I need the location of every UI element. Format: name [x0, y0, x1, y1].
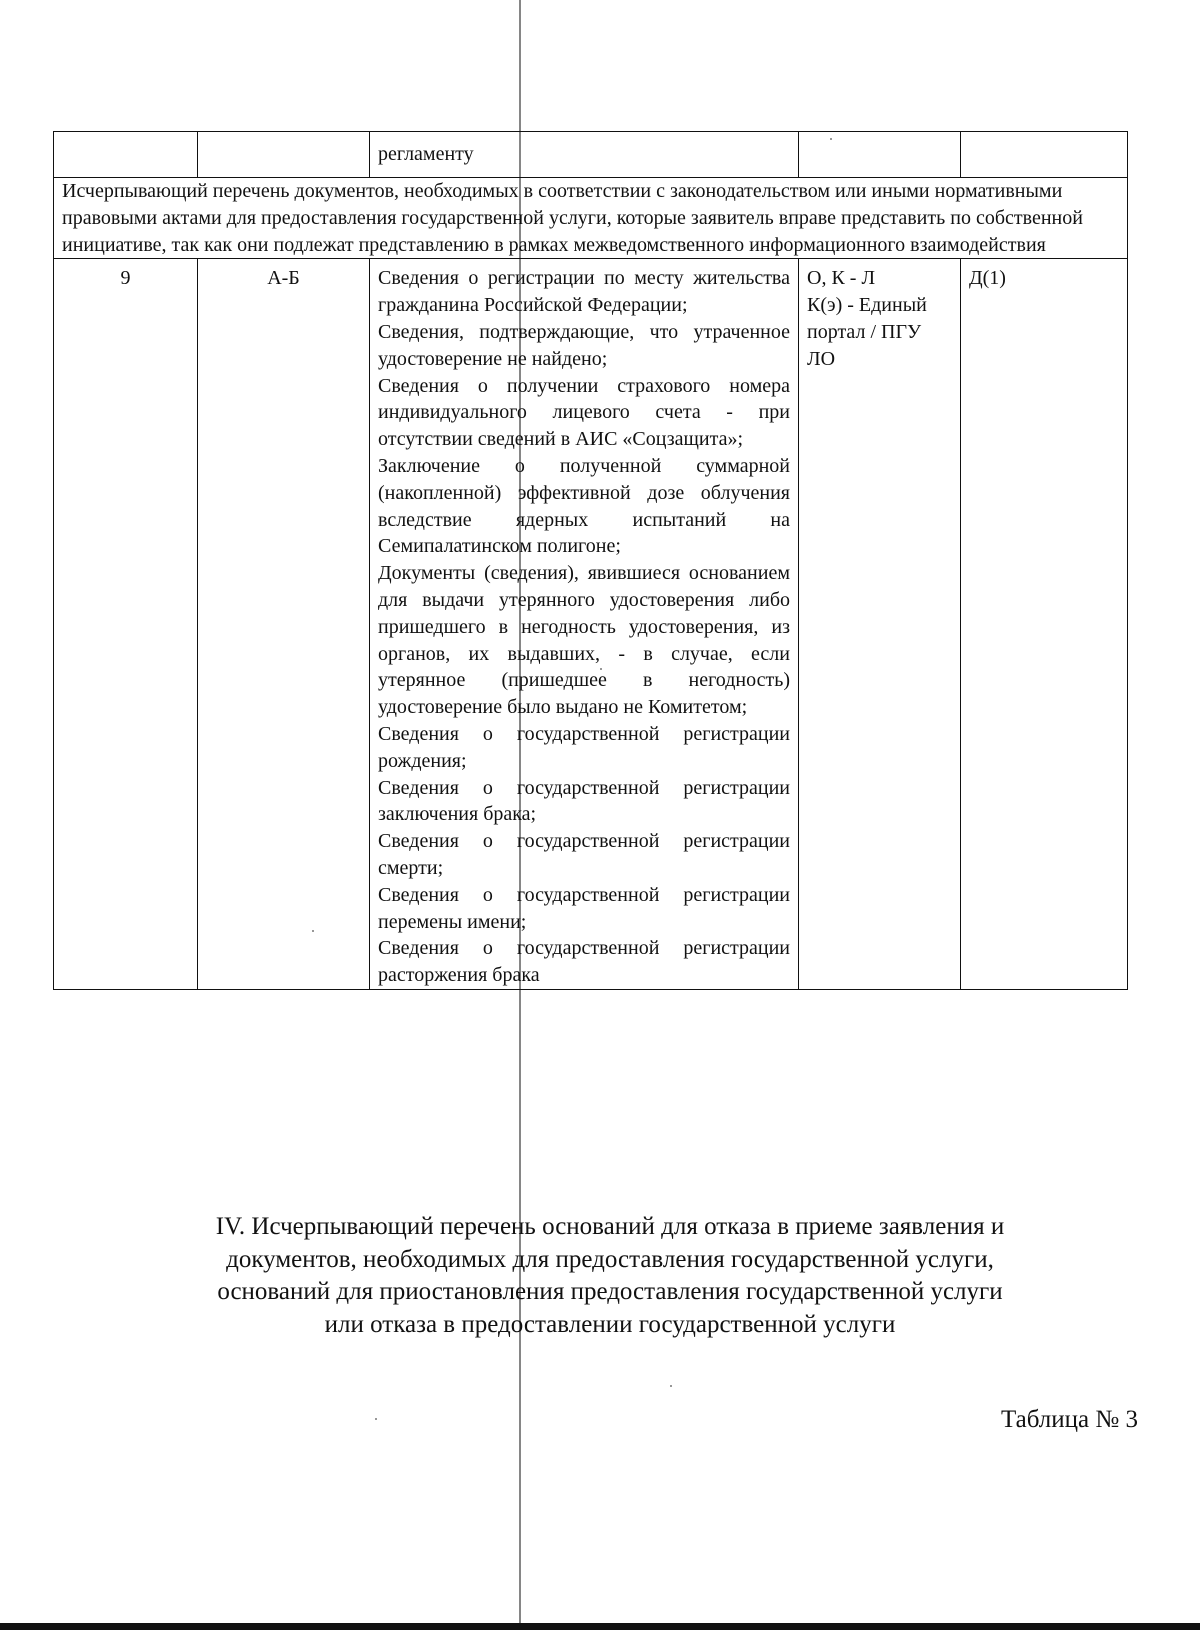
- cell-number: [54, 132, 198, 178]
- cell-source: [799, 259, 961, 990]
- table-caption: Таблица № 3: [1000, 1406, 1138, 1433]
- document-item: Сведения о государственной регистрации рождения;: [378, 722, 790, 772]
- document-item: Сведения о государственной регистрации перемены имени;: [378, 883, 790, 933]
- documents-table: [53, 131, 1128, 990]
- document-item: Сведения о регистрации по месту жительства гражданина Российской Федерации;: [378, 267, 790, 317]
- cell-documents: [370, 259, 799, 990]
- document-item: Сведения о государственной регистрации смерти;: [378, 830, 790, 879]
- table-row: [54, 132, 1128, 178]
- document-item: Документы (сведения), явившиеся основанием для выдачи утерянного удостоверения либо пришедшего в негодность удостоверения, из органов, их выдавших, - в случае, если утерянное (пришедшее в негодность) удостоверение было выдано не Комитетом;: [378, 562, 790, 719]
- cell-documents-text: регламенту: [378, 143, 474, 166]
- cell-code: [961, 132, 1128, 178]
- document-item: Сведения о государственной регистрации заключения брака;: [378, 776, 790, 826]
- cell-number: 9: [54, 259, 198, 990]
- document-item: Заключение о полученной суммарной (накопленной) эффективной дозе облучения вследствие ядерных испытаний на Семипалатинском полигоне;: [378, 454, 790, 558]
- document-item: Сведения о государственной регистрации расторжения брака: [378, 937, 790, 987]
- table-row: [54, 259, 1128, 990]
- source-line: О, К - Л: [807, 267, 876, 290]
- source-line: К(э) - Единый портал / ПГУ ЛО: [807, 294, 927, 370]
- cell-documents: [370, 132, 799, 178]
- section-title: Исчерпывающий перечень документов, необходимых в соответствии с законодательством или иными нормативными правовыми актами для предоставления государственной услуги, которые заявитель вправе представить по собственной инициативе, так как они подлежат представлению в рамках межведомственного информационного взаимодействия: [54, 178, 1128, 259]
- scan-speck: [670, 1385, 672, 1387]
- scan-speck: [375, 1418, 377, 1420]
- cell-category: А-Б: [198, 259, 370, 990]
- cell-code: Д(1): [961, 259, 1128, 990]
- cell-category: [198, 132, 370, 178]
- document-item: Сведения, подтверждающие, что утраченное удостоверение не найдено;: [378, 320, 790, 370]
- table-section-row: [54, 178, 1128, 259]
- document-item: Сведения о получении страхового номера индивидуального лицевого счета - при отсутствии сведений в АИС «Соцзащита»;: [378, 374, 790, 451]
- scan-bottom-edge: [0, 1623, 1200, 1630]
- cell-source: [799, 132, 961, 178]
- section-heading: IV. Исчерпывающий перечень оснований для отказа в приеме заявления и документов, необходимых для предоставления государственной услуги, оснований для приостановления предоставления государственной услуги или отказа в предоставлении государственной услуги: [215, 1213, 1005, 1338]
